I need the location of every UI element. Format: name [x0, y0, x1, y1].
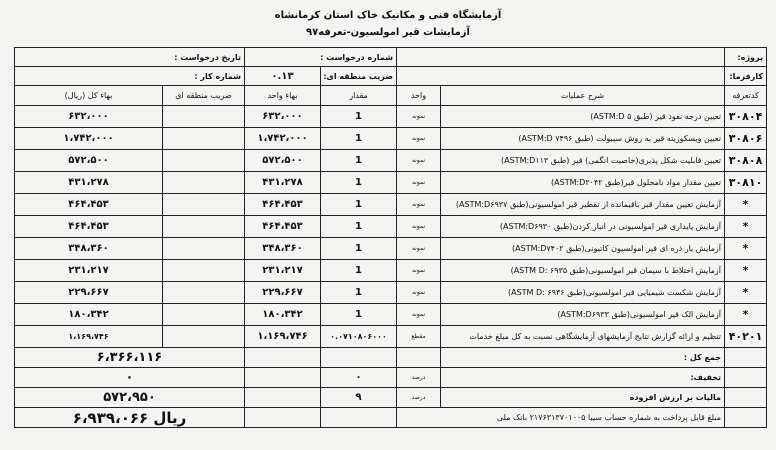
region-coef-value: ۰.۱۳ [245, 67, 321, 86]
invoice-table [14, 47, 767, 428]
project-label: پروژه: [725, 48, 767, 67]
discount-value: ۰ [15, 368, 245, 388]
table-cell [163, 106, 245, 128]
table-cell: ۶۳۲،۰۰۰ [245, 106, 321, 128]
table-cell: تعیین ویسکوزیته قیر به روش سیبولت (طبق ASTM:D ۷۴۹۶) [441, 128, 725, 150]
table-cell: آزمایش پایداری قیر امولسیونی در انبار کردن(طبق ASTM:D۶۹۳۰) [441, 216, 725, 238]
table-cell: ۱،۷۴۲،۰۰۰ [15, 128, 163, 150]
table-cell: آزمایش بار ذره ای قیر امولسیون کاتیونی(طبق ASTM:D۷۴۰۲) [441, 238, 725, 260]
table-cell [163, 238, 245, 260]
subtotal-row [15, 348, 767, 368]
table-cell: ۴۶۴،۴۵۳ [15, 216, 163, 238]
table-cell: ۳۴۸،۳۶۰ [15, 238, 163, 260]
project-value [397, 48, 725, 67]
table-cell [163, 194, 245, 216]
region-coef-label: ضریب منطقه ای: [321, 67, 397, 86]
request-no-label: شماره درخواست : [245, 48, 397, 67]
tariff-subtitle: آزمایشات قیر امولسیون-تعرفه۹۷ [306, 27, 470, 38]
table-row [15, 238, 767, 260]
table-cell: تعیین مقدار مواد نامحلول قیر(طبق ASTM:D۲۰۴۲) [441, 172, 725, 194]
table-row [15, 150, 767, 172]
discount-label: تخفیف: [441, 368, 725, 388]
table-cell: * [725, 216, 767, 238]
col-code: کدتعرفه [725, 86, 767, 106]
table-cell: نمونه [397, 194, 441, 216]
table-cell: ۱،۷۴۲،۰۰۰ [245, 128, 321, 150]
table-cell: نمونه [397, 172, 441, 194]
request-date-label: تاریخ درخواست : [15, 48, 245, 67]
grand-total: ریال ۶،۹۳۹،۰۶۶ [15, 408, 245, 428]
table-cell: 1 [321, 238, 397, 260]
table-row [15, 282, 767, 304]
table-cell: آزمایش الک قیر امولسیونی(طبق ASTM:D۶۹۳۳) [441, 304, 725, 326]
empty-cell [245, 368, 321, 388]
table-cell: ۰.۰۷۱۰۸۰۶۰۰۰ [321, 326, 397, 348]
table-cell: * [725, 260, 767, 282]
table-cell: ۳۰۸۰۴ [725, 106, 767, 128]
table-cell: ۱۸۰،۳۴۲ [245, 304, 321, 326]
table-cell: ۱،۱۶۹،۷۴۶ [15, 326, 163, 348]
table-cell: ۴۶۴،۴۵۳ [245, 216, 321, 238]
table-cell: ۳۰۸۱۰ [725, 172, 767, 194]
table-row [15, 106, 767, 128]
table-cell: 1 [321, 304, 397, 326]
table-cell: ۶۳۲،۰۰۰ [15, 106, 163, 128]
table-row [15, 172, 767, 194]
table-cell: * [725, 194, 767, 216]
column-header-row [15, 86, 767, 106]
subtotal-value: ۶،۳۶۶،۱۱۶ [15, 348, 245, 368]
table-cell: ۲۳۱،۲۱۷ [15, 260, 163, 282]
table-cell: 1 [321, 128, 397, 150]
vat-label: مالیات بر ارزش افزوده [441, 388, 725, 408]
table-cell: نمونه [397, 150, 441, 172]
table-cell: تعیین درجه نفوذ قیر (طبق ASTM:D ۵) [441, 106, 725, 128]
table-cell: 1 [321, 106, 397, 128]
empty-cell [245, 408, 321, 428]
table-cell: ۴۶۴،۴۵۳ [15, 194, 163, 216]
table-cell: 1 [321, 260, 397, 282]
table-cell [163, 172, 245, 194]
empty-cell [321, 348, 397, 368]
table-cell [163, 326, 245, 348]
table-cell [163, 260, 245, 282]
table-row [15, 216, 767, 238]
table-cell: ۴۶۴،۴۵۳ [245, 194, 321, 216]
empty-cell [245, 388, 321, 408]
table-row [15, 304, 767, 326]
table-cell: ۲۲۹،۶۶۷ [245, 282, 321, 304]
table-cell: نمونه [397, 304, 441, 326]
table-cell: ۱،۱۶۹،۷۴۶ [245, 326, 321, 348]
employer-value [397, 67, 725, 86]
table-cell: نمونه [397, 128, 441, 150]
empty-cell [321, 408, 397, 428]
payable-note: مبلغ قابل پرداخت به شماره حساب سیبا ۲۱۷۶۳۱۳۷۰۱۰۰۵ بانک ملی [397, 408, 725, 428]
table-cell: ۲۳۱،۲۱۷ [245, 260, 321, 282]
vat-value: ۵۷۲،۹۵۰ [15, 388, 245, 408]
table-cell: نمونه [397, 260, 441, 282]
table-cell: مقطع [397, 326, 441, 348]
empty-cell [725, 408, 767, 428]
table-row [15, 326, 767, 348]
table-row [15, 260, 767, 282]
table-cell: ۴۰۲۰۱ [725, 326, 767, 348]
discount-unit: درصد [397, 368, 441, 388]
table-cell: ۲۲۹،۶۶۷ [15, 282, 163, 304]
job-no-label: شماره کار : [15, 67, 245, 86]
table-cell: تعیین قابلیت شکل پذیری(خاصیت انگمی) قیر (طبق ASTM:D۱۱۳) [441, 150, 725, 172]
table-cell: آزمایش شکست شیمیایی قیر امولسیونی(طبق ASTM D: ۶۹۳۶) [441, 282, 725, 304]
empty-cell [725, 368, 767, 388]
table-cell: نمونه [397, 238, 441, 260]
col-qty: مقدار [321, 86, 397, 106]
table-cell: ۱۸۰،۳۴۲ [15, 304, 163, 326]
vat-unit: درصد [397, 388, 441, 408]
col-desc: شرح عملیات [441, 86, 725, 106]
table-cell [163, 282, 245, 304]
empty-cell [725, 348, 767, 368]
table-cell [163, 304, 245, 326]
table-cell [163, 150, 245, 172]
discount-qty: ۰ [321, 368, 397, 388]
table-cell: * [725, 238, 767, 260]
employer-label: کارفرما: [725, 67, 767, 86]
table-cell: 1 [321, 282, 397, 304]
table-cell: نمونه [397, 282, 441, 304]
table-cell: * [725, 304, 767, 326]
col-unit-price: بهاء واحد [245, 86, 321, 106]
col-total: بهاء کل (ریال) [15, 86, 163, 106]
table-cell: آزمایش اختلاط با سیمان قیر امولسیونی(طبق ASTM D: ۶۹۳۵) [441, 260, 725, 282]
table-cell: 1 [321, 150, 397, 172]
vat-row [15, 388, 767, 408]
table-cell: 1 [321, 194, 397, 216]
table-cell: نمونه [397, 216, 441, 238]
table-cell: ۳۰۸۰۸ [725, 150, 767, 172]
table-cell: ۳۰۸۰۶ [725, 128, 767, 150]
table-cell: آزمایش تعیین مقدار قیر باقیمانده از تقطیر قیر امولسیونی(طبق ASTM:D۶۹۳۷) [441, 194, 725, 216]
vat-qty: ۹ [321, 388, 397, 408]
discount-row [15, 368, 767, 388]
table-cell: 1 [321, 216, 397, 238]
table-cell: * [725, 282, 767, 304]
table-cell [163, 128, 245, 150]
table-row [15, 128, 767, 150]
lab-title: آزمایشگاه فنی و مکانیک خاک استان کرمانشاه [274, 10, 502, 21]
table-cell: تنظیم و ارائه گزارش نتایج آزمایشهای آزمایشگاهی نسبت به کل مبلغ خدمات [441, 326, 725, 348]
table-cell: ۴۳۱،۲۷۸ [245, 172, 321, 194]
empty-cell [725, 388, 767, 408]
table-cell: ۵۷۲،۵۰۰ [245, 150, 321, 172]
empty-cell [245, 348, 321, 368]
grand-total-row [15, 408, 767, 428]
table-cell: ۳۴۸،۳۶۰ [245, 238, 321, 260]
col-unit: واحد [397, 86, 441, 106]
table-cell: 1 [321, 172, 397, 194]
col-region-coef: ضریب منطقه ای [163, 86, 245, 106]
table-cell: نمونه [397, 106, 441, 128]
table-cell: ۵۷۲،۵۰۰ [15, 150, 163, 172]
empty-cell [397, 348, 441, 368]
table-row [15, 194, 767, 216]
table-cell: ۴۳۱،۲۷۸ [15, 172, 163, 194]
table-cell [163, 216, 245, 238]
subtotal-label: جمع کل : [441, 348, 725, 368]
